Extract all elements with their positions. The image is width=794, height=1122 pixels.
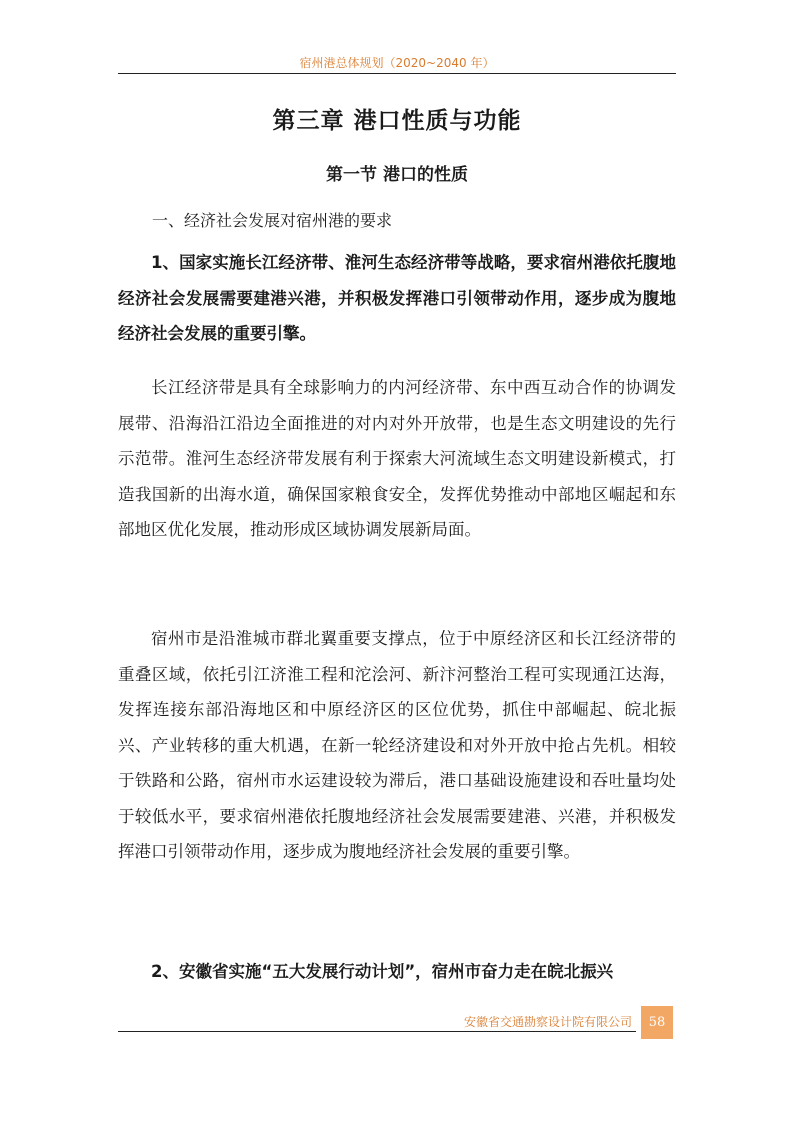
paragraph-2-container <box>118 370 676 548</box>
page-number-badge: 58 <box>641 1006 673 1039</box>
paragraph-4: 2、安徽省实施“五大发展行动计划”，宿州市奋力走在皖北振兴 <box>151 962 614 981</box>
footer-company: 安徽省交通勘察设计院有限公司 <box>463 1015 632 1029</box>
paragraph-1: 1、国家实施长江经济带、淮河生态经济带等战略，要求宿州港依托腹地经济社会发展需要建港兴港，并积极发挥港口引领带动作用，逐步成为腹地经济社会发展的重要引擎。 <box>118 253 676 343</box>
header-rule <box>118 73 676 74</box>
paragraph-4-container <box>118 954 676 990</box>
subsection-title: 一、经济社会发展对宿州港的要求 <box>152 211 393 230</box>
footer-rule <box>118 1031 636 1032</box>
chapter-title: 第三章 港口性质与功能 <box>272 108 522 134</box>
paragraph-3-container <box>118 621 676 870</box>
paragraph-2: 长江经济带是具有全球影响力的内河经济带、东中西互动合作的协调发展带、沿海沿江沿边全面推进的对内对外开放带，也是生态文明建设的先行示范带。淮河生态经济带发展有利于探索大河流域生态文明建设新模式，打造我国新的出海水道，确保国家粮食安全，发挥优势推动中部地区崛起和东部地区优化发展，推动形成区域协调发展新局面。 <box>118 378 676 539</box>
paragraph-1-container <box>118 245 676 352</box>
paragraph-3: 宿州市是沿淮城市群北翼重要支撑点，位于中原经济区和长江经济带的重叠区域，依托引江济淮工程和沱浍河、新汴河整治工程可实现通江达海，发挥连接东部沿海地区和中原经济区的区位优势，抓住中部崛起、皖北振兴、产业转移的重大机遇，在新一轮经济建设和对外开放中抢占先机。相较于铁路和公路，宿州市水运建设较为滞后，港口基础设施建设和吞吐量均处于较低水平，要求宿州港依托腹地经济社会发展需要建港、兴港，并积极发挥港口引领带动作用，逐步成为腹地经济社会发展的重要引擎。 <box>118 629 676 861</box>
section-title: 第一节 港口的性质 <box>326 165 468 185</box>
running-header-title: 宿州港总体规划（2020~2040 年） <box>299 56 495 70</box>
